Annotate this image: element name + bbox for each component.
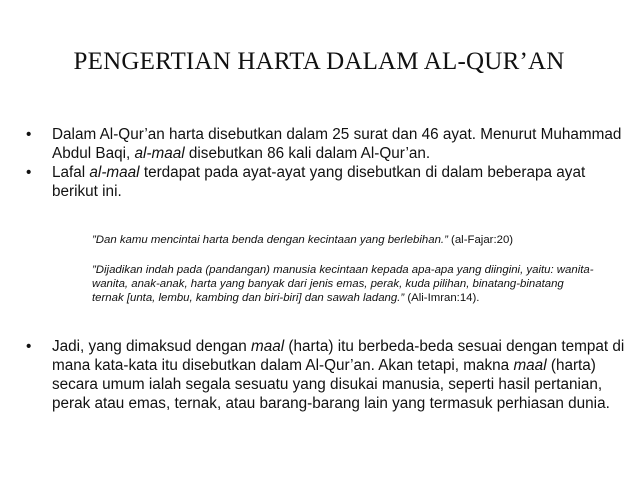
quote-text: ”Dijadikan indah pada (pandangan) manusia kecintaan kepada apa-apa yang diingini, yaitu: wanita-wanita, anak-anak, harta yang banyak dari jenis emas, perak, kuda pilihan, binatang-binatang ternak [unta, lembu, kambing dan biri-biri] dan sawah ladang.” bbox=[92, 264, 594, 305]
bullet-text: (harta) secara umum ialah segala sesuatu yang disukai manusia, seperti hasil pertanian, perak atau emas, ternak, atau barang-barang lain yang termasuk perhiasan dunia. bbox=[52, 357, 610, 412]
bullet-item bbox=[26, 125, 626, 163]
bullet-item bbox=[26, 337, 626, 413]
bullet-emphasis: al-maal bbox=[89, 164, 140, 181]
bullet-emphasis: al-maal bbox=[134, 145, 185, 162]
quote-block bbox=[92, 263, 597, 306]
quote-text: ”Dan kamu mencintai harta benda dengan kecintaan yang berlebihan.” bbox=[92, 234, 448, 246]
bullet-text: Dalam Al-Qur’an harta disebutkan dalam 25 surat dan 46 ayat. Menurut Muhammad Abdul Baqi, bbox=[52, 126, 622, 162]
bullet-emphasis: maal bbox=[251, 338, 285, 355]
bullet-list-top bbox=[26, 125, 626, 201]
slide-title: PENGERTIAN HARTA DALAM AL-QUR’AN bbox=[73, 48, 565, 75]
bullet-dot: • bbox=[26, 338, 32, 355]
bullet-text: Jadi, yang dimaksud dengan bbox=[52, 338, 251, 355]
bullet-list-bottom bbox=[26, 337, 626, 413]
quote-block bbox=[92, 233, 612, 247]
bullet-text: Lafal bbox=[52, 164, 90, 181]
bullet-dot: • bbox=[26, 164, 32, 181]
bullet-item bbox=[26, 163, 626, 201]
bullet-text: (harta) itu berbeda-beda sesuai dengan tempat di mana kata-kata itu disebutkan dalam Al-Qur’an. Akan tetapi, makna bbox=[52, 338, 625, 374]
bullet-text: terdapat pada ayat-ayat yang disebutkan di dalam beberapa ayat berikut ini. bbox=[52, 164, 586, 200]
quote-reference: (Ali-Imran:14). bbox=[404, 292, 480, 305]
quote-reference: (al-Fajar:20) bbox=[447, 234, 514, 246]
bullet-text: disebutkan 86 kali dalam Al-Qur’an. bbox=[184, 145, 431, 162]
bullet-emphasis: maal bbox=[513, 357, 547, 374]
bullet-dot: • bbox=[26, 126, 32, 143]
